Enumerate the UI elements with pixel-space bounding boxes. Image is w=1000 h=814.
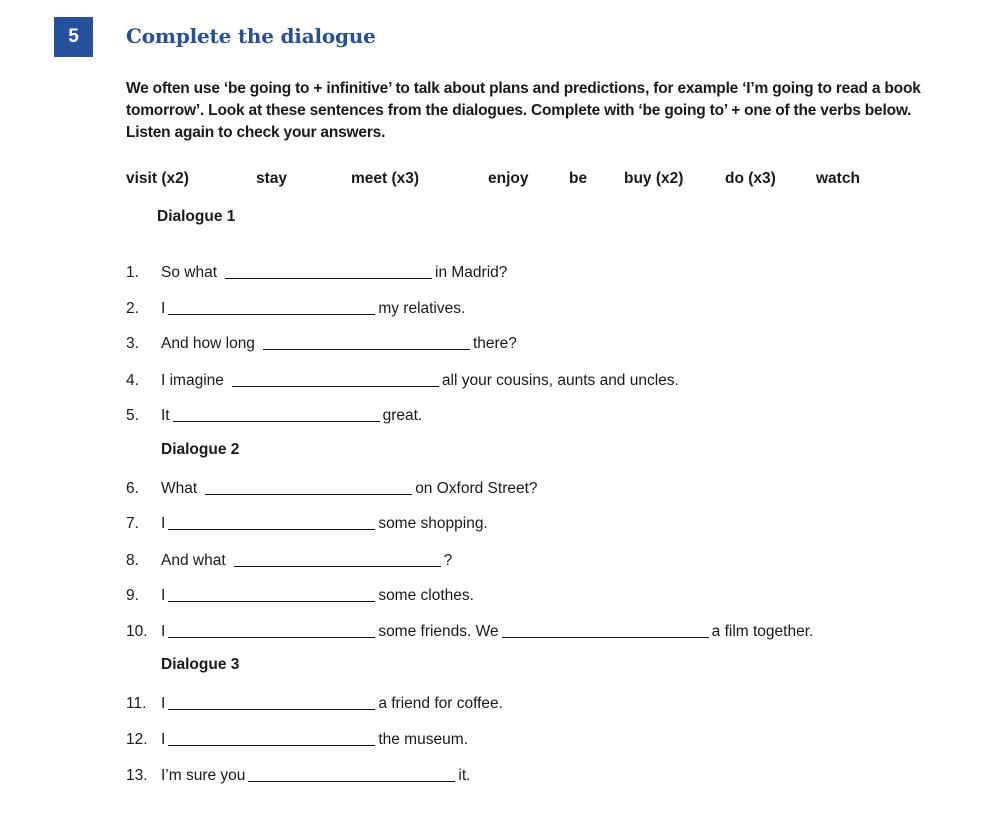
- answer-blank[interactable]: [168, 299, 375, 315]
- dialogue-heading: Dialogue 3: [161, 656, 240, 673]
- dialogue-item: [126, 583, 474, 605]
- dialogue-item: [126, 331, 517, 353]
- item-text-after: it.: [458, 767, 471, 784]
- item-text-before: I: [161, 300, 166, 317]
- item-text-after: ?: [443, 552, 453, 569]
- word-bank: [0, 170, 1000, 192]
- word-bank-item: stay: [256, 170, 288, 187]
- answer-blank[interactable]: [168, 730, 375, 746]
- item-number: 6.: [126, 480, 139, 497]
- item-text-after: some clothes.: [378, 587, 474, 604]
- dialogue-item: [126, 691, 503, 713]
- word-bank-item: watch: [816, 170, 860, 187]
- dialogue-heading: Dialogue 2: [161, 441, 240, 458]
- exercise-instructions: We often use ‘be going to + infinitive’ to talk about plans and predictions, for example ‘I’m going to read a book tomorrow’. Look at these sentences from the dialogues. Complete with ‘be going to’ + one of the verbs below. Listen again to check your answers.: [126, 80, 921, 141]
- item-text-after: great.: [382, 407, 423, 424]
- item-number: 4.: [126, 372, 139, 389]
- answer-blank[interactable]: [225, 263, 432, 279]
- item-number: 9.: [126, 587, 139, 604]
- item-text-before: I: [161, 623, 166, 640]
- item-number: 3.: [126, 335, 139, 352]
- item-text-before: I: [161, 515, 166, 532]
- item-text-before: What: [161, 480, 198, 497]
- item-text-before: I imagine: [161, 372, 224, 389]
- answer-blank[interactable]: [168, 694, 375, 710]
- dialogue-item: [126, 511, 488, 533]
- answer-blank[interactable]: [502, 622, 709, 638]
- answer-blank[interactable]: [263, 334, 470, 350]
- dialogue-item: [126, 727, 468, 749]
- item-number: 8.: [126, 552, 139, 569]
- answer-blank[interactable]: [168, 622, 375, 638]
- word-bank-item: visit (x2): [126, 170, 189, 187]
- answer-blank[interactable]: [168, 586, 375, 602]
- item-text-after-second: a film together.: [711, 623, 814, 640]
- item-text-after: all your cousins, aunts and uncles.: [441, 372, 679, 389]
- word-bank-item: meet (x3): [351, 170, 420, 187]
- item-text-after: the museum.: [378, 731, 468, 748]
- item-text-after: some friends. We: [378, 623, 499, 640]
- dialogue-item: [126, 403, 422, 425]
- item-text-before: I’m sure you: [161, 767, 246, 784]
- item-text-after: my relatives.: [378, 300, 466, 317]
- item-number: 13.: [126, 767, 148, 784]
- exercise-title: Complete the dialogue: [126, 24, 376, 48]
- item-text-after: on Oxford Street?: [415, 480, 538, 497]
- dialogue-item: [126, 296, 465, 318]
- dialogue-item: [126, 619, 813, 641]
- item-text-after: there?: [472, 335, 517, 352]
- item-text-before: And how long: [161, 335, 255, 352]
- answer-blank[interactable]: [248, 766, 455, 782]
- answer-blank[interactable]: [173, 406, 380, 422]
- word-bank-item: be: [569, 170, 588, 187]
- answer-blank[interactable]: [232, 371, 439, 387]
- dialogue-item: [126, 476, 538, 498]
- answer-blank[interactable]: [205, 479, 412, 495]
- item-text-after: a friend for coffee.: [378, 695, 503, 712]
- answer-blank[interactable]: [234, 551, 441, 567]
- item-text-before: I: [161, 587, 166, 604]
- item-text-before: And what: [161, 552, 226, 569]
- item-number: 2.: [126, 300, 139, 317]
- dialogue-item: [126, 763, 470, 785]
- dialogue-item: [126, 548, 452, 570]
- item-number: 12.: [126, 731, 148, 748]
- item-text-before: It: [161, 407, 170, 424]
- word-bank-item: do (x3): [725, 170, 776, 187]
- item-text-before: I: [161, 695, 166, 712]
- item-number: 7.: [126, 515, 139, 532]
- word-bank-item: enjoy: [488, 170, 529, 187]
- answer-blank[interactable]: [168, 514, 375, 530]
- dialogue-heading: Dialogue 1: [157, 208, 236, 225]
- item-number: 10.: [126, 623, 148, 640]
- dialogue-item: [126, 260, 507, 282]
- item-text-before: So what: [161, 264, 218, 281]
- item-number: 1.: [126, 264, 139, 281]
- item-number: 5.: [126, 407, 139, 424]
- item-text-after: in Madrid?: [435, 264, 508, 281]
- item-text-after: some shopping.: [378, 515, 488, 532]
- word-bank-item: buy (x2): [624, 170, 684, 187]
- item-text-before: I: [161, 731, 166, 748]
- dialogue-item: [126, 368, 679, 390]
- exercise-number-badge: 5: [54, 17, 93, 57]
- item-number: 11.: [126, 695, 147, 712]
